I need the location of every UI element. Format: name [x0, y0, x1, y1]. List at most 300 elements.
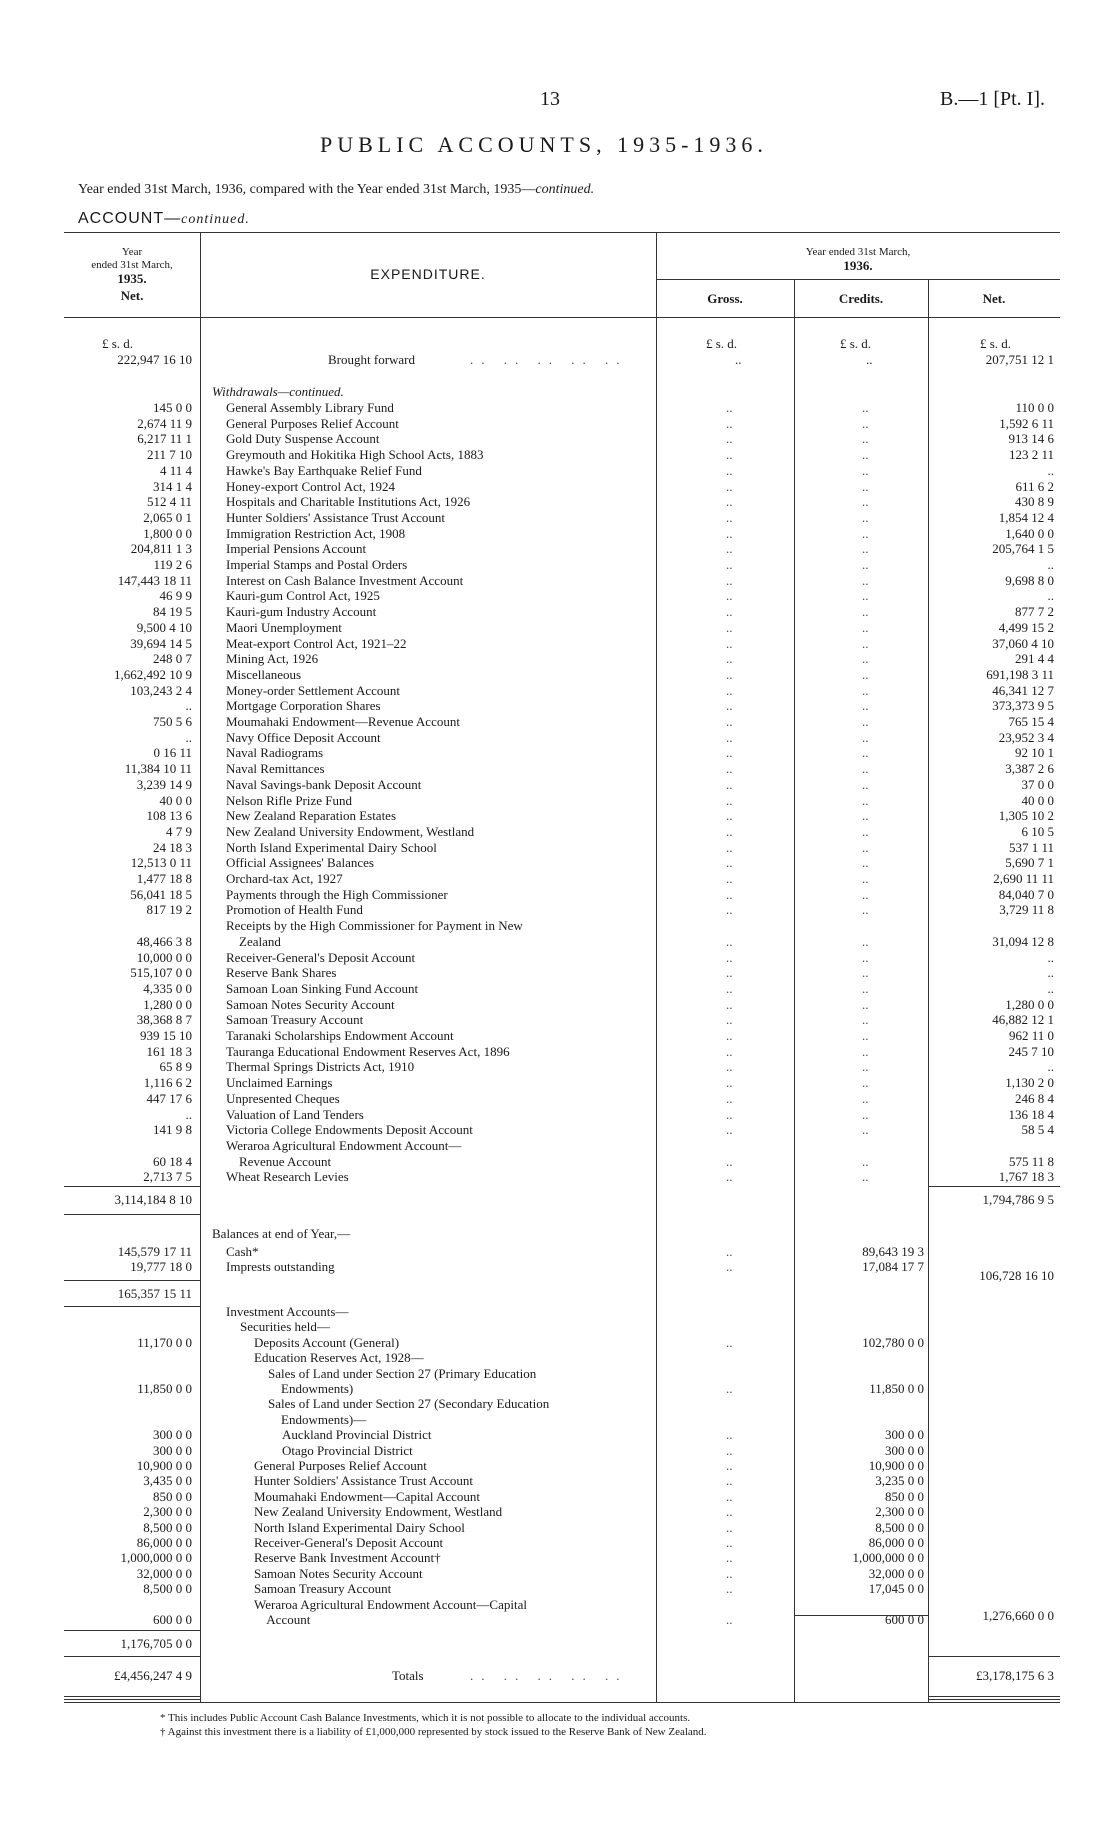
withdrawal-credits-empty: ..: [862, 1028, 869, 1043]
withdrawal-net: 1,305 10 2: [998, 808, 1054, 824]
withdrawal-gross-empty: ..: [726, 666, 733, 682]
withdrawal-label: Zealand: [226, 933, 281, 949]
withdrawal-net: 46,882 12 1: [992, 1012, 1054, 1028]
withdrawal-net: ..: [1047, 588, 1054, 604]
investment-gross-empty: ..: [726, 1581, 733, 1597]
withdrawal-label: Samoan Treasury Account: [226, 1012, 364, 1028]
totals-row: [0, 1668, 1114, 1684]
withdrawal-prev: 6,217 11 1: [137, 431, 192, 447]
withdrawal-net: 31,094 12 8: [992, 933, 1054, 949]
withdrawal-label: Orchard-tax Act, 1927: [226, 871, 343, 886]
withdrawal-gross-empty: ..: [726, 400, 733, 415]
withdrawal-row: [0, 777, 1114, 793]
withdrawal-row: [0, 588, 1114, 604]
withdrawal-gross-empty: ..: [726, 588, 733, 604]
subtotal1-rule: [64, 1186, 200, 1187]
withdrawal-prev: 24 18 3: [153, 839, 192, 855]
withdrawal-credits-empty: ..: [862, 1169, 869, 1185]
balance-gross-empty: ..: [726, 1244, 733, 1259]
withdrawal-gross-empty: ..: [726, 965, 733, 981]
withdrawal-net: 877 7 2: [1015, 604, 1054, 620]
withdrawal-prev: 147,443 18 11: [117, 572, 192, 588]
subtotal1-prev: 3,114,184 8 10: [114, 1192, 192, 1207]
subtotal1-net-rule: [928, 1186, 1060, 1187]
withdrawal-label: Hawke's Bay Earthquake Relief Fund: [226, 462, 422, 478]
investment-credits: 8,500 0 0: [875, 1519, 924, 1535]
investment-gross-empty: ..: [726, 1504, 733, 1520]
withdrawal-gross-empty: ..: [726, 1169, 733, 1185]
withdrawal-label: Mining Act, 1926: [226, 651, 319, 667]
withdrawal-label: New Zealand Reparation Estates: [226, 808, 397, 824]
withdrawal-net: 913 14 6: [1008, 431, 1054, 447]
account-label-text: ACCOUNT—: [78, 210, 182, 227]
withdrawal-prev: 103,243 2 4: [130, 682, 192, 698]
subtitle-main: Year ended 31st March, 1936, compared with the Year ended 31st March, 1935—: [78, 182, 536, 197]
investment-credits: 1,000,000 0 0: [852, 1550, 924, 1566]
investment-label: Sales of Land under Section 27 (Secondary Education: [268, 1396, 550, 1412]
withdrawal-prev: 161 18 3: [146, 1043, 192, 1059]
investment-prev: 600 0 0: [153, 1612, 192, 1627]
totals-rule-bottom-b: [64, 1699, 200, 1700]
withdrawal-prev: 2,065 0 1: [143, 509, 192, 525]
investment-credits: 600 0 0: [885, 1612, 924, 1627]
investment-label: Account: [254, 1612, 311, 1627]
investment-gross-empty: ..: [726, 1381, 733, 1396]
investment-label: Endowments)—: [268, 1411, 367, 1427]
investment-gross-empty: ..: [726, 1427, 733, 1443]
withdrawal-net: 6 10 5: [1021, 823, 1054, 839]
withdrawal-row: [0, 997, 1114, 1013]
investment-gross-empty: ..: [726, 1473, 733, 1489]
withdrawal-row: [0, 604, 1114, 620]
withdrawal-row: [0, 714, 1114, 730]
withdrawal-credits-empty: ..: [862, 1153, 869, 1169]
withdrawal-prev: 145 0 0: [153, 400, 192, 415]
withdrawal-row: [0, 573, 1114, 589]
header-net: Net.: [982, 291, 1006, 306]
balances-heading-row: [0, 1226, 1114, 1242]
withdrawal-prev: 1,662,492 10 9: [114, 666, 192, 682]
balances-heading: Balances at end of Year,—: [212, 1226, 351, 1241]
withdrawal-net: 430 8 9: [1015, 494, 1054, 510]
brought-forward-label: Brought forward: [328, 352, 416, 367]
withdrawal-credits-empty: ..: [862, 619, 869, 635]
withdrawal-prev: 939 15 10: [140, 1028, 192, 1043]
withdrawal-credits-empty: ..: [862, 808, 869, 824]
withdrawal-credits-empty: ..: [862, 1122, 869, 1138]
investment-net: 1,276,660 0 0: [982, 1608, 1054, 1623]
withdrawal-label: Meat-export Control Act, 1921–22: [226, 635, 407, 651]
balance-label: Cash*: [226, 1244, 259, 1259]
withdrawal-prev: 4 11 4: [159, 462, 192, 478]
withdrawal-label: Miscellaneous: [226, 666, 302, 682]
withdrawal-credits-empty: ..: [862, 447, 869, 463]
withdrawal-row: [0, 1091, 1114, 1107]
investment-prev: 2,300 0 0: [143, 1504, 192, 1520]
investment-label: Hunter Soldiers' Assistance Trust Account: [254, 1473, 474, 1489]
withdrawal-net: ..: [1047, 980, 1054, 996]
withdrawal-gross-empty: ..: [726, 1090, 733, 1106]
withdrawal-gross-empty: ..: [726, 509, 733, 525]
withdrawal-credits-empty: ..: [862, 729, 869, 745]
withdrawal-net: ..: [1047, 557, 1054, 572]
investment-credits: 17,045 0 0: [868, 1581, 924, 1597]
withdrawal-credits-empty: ..: [862, 572, 869, 588]
withdrawal-net: 291 4 4: [1015, 651, 1054, 667]
subtotal3-row: [0, 1636, 1114, 1652]
withdrawal-row: [0, 651, 1114, 667]
withdrawal-net: 1,640 0 0: [1005, 525, 1054, 541]
investment-label: Samoan Notes Security Account: [254, 1565, 423, 1581]
withdrawal-credits-empty: ..: [862, 714, 869, 729]
withdrawal-credits-empty: ..: [862, 949, 869, 965]
investment-row: [0, 1520, 1114, 1536]
withdrawal-prev: 1,116 6 2: [143, 1075, 192, 1091]
withdrawal-gross-empty: ..: [726, 729, 733, 745]
brought-forward-net: 207,751 12 1: [985, 352, 1054, 367]
investment-prev: 11,850 0 0: [137, 1381, 192, 1396]
withdrawal-label: Promotion of Health Fund: [226, 902, 363, 918]
investment-prev: 10,900 0 0: [136, 1458, 192, 1473]
withdrawal-label: Navy Office Deposit Account: [226, 729, 381, 745]
withdrawal-gross-empty: ..: [726, 1012, 733, 1028]
page-title: PUBLIC ACCOUNTS, 1935-1936.: [320, 132, 768, 157]
withdrawal-label: Receiver-General's Deposit Account: [226, 949, 416, 965]
investment-prev: 300 0 0: [153, 1442, 192, 1458]
withdrawal-prev: 65 8 9: [159, 1059, 192, 1075]
withdrawal-credits-empty: ..: [862, 1075, 869, 1091]
withdrawal-gross-empty: ..: [726, 478, 733, 494]
withdrawal-gross-empty: ..: [726, 604, 733, 620]
investment-row: [0, 1335, 1114, 1351]
withdrawal-credits-empty: ..: [862, 886, 869, 902]
withdrawal-label: Weraroa Agricultural Endowment Account—: [226, 1137, 462, 1153]
withdrawal-prev: 1,800 0 0: [143, 525, 192, 541]
unit-prev: £ s. d.: [102, 336, 134, 351]
footnote-2: † Against this investment there is a liability of £1,000,000 represented by stock issued to the Reserve Bank of New Zealand.: [160, 1726, 707, 1738]
brought-forward-gross: ..: [735, 352, 742, 367]
withdrawal-gross-empty: ..: [726, 572, 733, 588]
withdrawal-label: Greymouth and Hokitika High School Acts, 1883: [226, 447, 484, 463]
withdrawal-prev: 11,384 10 11: [124, 761, 192, 777]
withdrawal-credits-empty: ..: [862, 494, 869, 510]
investment-label: Investment Accounts—: [226, 1304, 349, 1319]
withdrawal-gross-empty: ..: [726, 447, 733, 463]
investment-row: [0, 1427, 1114, 1443]
investment-credits: 11,850 0 0: [869, 1381, 924, 1396]
withdrawal-gross-empty: ..: [726, 1153, 733, 1169]
totals-label: Totals: [392, 1668, 424, 1683]
header-bottom-rule: [64, 317, 1060, 318]
investment-gross-empty: ..: [726, 1334, 733, 1350]
withdrawal-net: 58 5 4: [1021, 1122, 1054, 1138]
withdrawal-gross-empty: ..: [726, 980, 733, 996]
balance-gross-empty: ..: [726, 1259, 733, 1274]
withdrawal-net: 691,198 3 11: [986, 666, 1054, 682]
header-gross: Gross.: [707, 291, 743, 306]
investment-label: General Purposes Relief Account: [254, 1458, 427, 1473]
investment-label: Reserve Bank Investment Account†: [254, 1550, 441, 1566]
withdrawal-row: [0, 981, 1114, 997]
withdrawal-gross-empty: ..: [726, 839, 733, 855]
withdrawal-gross-empty: ..: [726, 949, 733, 965]
investment-credits: 102,780 0 0: [862, 1334, 924, 1350]
withdrawal-net: 1,130 2 0: [1005, 1075, 1054, 1091]
brought-forward-prev: 222,947 16 10: [117, 352, 192, 367]
withdrawal-gross-empty: ..: [726, 1075, 733, 1091]
withdrawal-row: [0, 934, 1114, 950]
withdrawal-credits-empty: ..: [862, 1043, 869, 1059]
withdrawal-gross-empty: ..: [726, 431, 733, 447]
withdrawal-credits-empty: ..: [862, 871, 869, 886]
investment-prev: 3,435 0 0: [143, 1473, 192, 1489]
withdrawal-net: 611 6 2: [1015, 478, 1054, 494]
withdrawal-label: Naval Remittances: [226, 761, 325, 777]
withdrawal-gross-empty: ..: [726, 761, 733, 777]
withdrawal-prev: 512 4 11: [146, 494, 192, 510]
investment-row: [0, 1366, 1114, 1382]
withdrawal-gross-empty: ..: [726, 808, 733, 824]
withdrawal-net: 9,698 8 0: [1005, 572, 1054, 588]
withdrawal-net: 1,767 18 3: [998, 1169, 1054, 1185]
withdrawal-prev: 56,041 18 5: [130, 886, 192, 902]
subtitle-continued: continued.: [535, 182, 595, 197]
balance-credits: 17,084 17 7: [862, 1259, 924, 1274]
withdrawal-net: 246 8 4: [1015, 1090, 1054, 1106]
withdrawal-gross-empty: ..: [726, 415, 733, 431]
subtotal1-rule-bottom: [64, 1214, 200, 1215]
withdrawal-row: [0, 793, 1114, 809]
withdrawal-row: [0, 447, 1114, 463]
investment-gross-empty: ..: [726, 1565, 733, 1581]
investment-label: Receiver-General's Deposit Account: [254, 1535, 444, 1550]
withdrawal-credits-empty: ..: [862, 823, 869, 839]
investment-row: [0, 1304, 1114, 1320]
investment-label: Samoan Treasury Account: [254, 1581, 392, 1597]
withdrawal-prev: 141 9 8: [153, 1122, 192, 1138]
investment-label: North Island Experimental Dairy School: [254, 1519, 465, 1535]
withdrawal-label: Valuation of Land Tenders: [226, 1106, 364, 1122]
withdrawal-label: Honey-export Control Act, 1924: [226, 478, 395, 494]
withdrawal-label: Kauri-gum Industry Account: [226, 604, 377, 620]
withdrawal-prev: 84 19 5: [153, 604, 192, 620]
withdrawal-net: 46,341 12 7: [992, 682, 1054, 698]
withdrawal-row: [0, 1169, 1114, 1185]
withdrawal-prev: 204,811 1 3: [130, 541, 192, 557]
header-prev-year-value: 1935.: [117, 271, 147, 286]
withdrawal-label: Immigration Restriction Act, 1908: [226, 525, 406, 541]
withdrawal-label: Nelson Rifle Prize Fund: [226, 792, 353, 808]
withdrawal-prev: 40 0 0: [159, 792, 192, 808]
withdrawal-row: [0, 950, 1114, 966]
withdrawal-credits-empty: ..: [862, 557, 869, 572]
withdrawal-credits-empty: ..: [862, 761, 869, 777]
totals-prev: £4,456,247 4 9: [114, 1668, 192, 1683]
withdrawal-gross-empty: ..: [726, 682, 733, 698]
table-bottom-rule: [64, 1702, 1060, 1703]
withdrawal-label: Hunter Soldiers' Assistance Trust Account: [226, 509, 446, 525]
balance-label: Imprests outstanding: [226, 1259, 335, 1274]
withdrawal-credits-empty: ..: [862, 1106, 869, 1122]
withdrawal-prev: 2,674 11 9: [137, 415, 192, 431]
subtotal2-prev: 165,357 15 11: [117, 1286, 192, 1301]
withdrawal-row: [0, 1012, 1114, 1028]
withdrawal-row: [0, 887, 1114, 903]
withdrawal-net: 4,499 15 2: [998, 619, 1054, 635]
withdrawal-label: Mortgage Corporation Shares: [226, 698, 381, 714]
header-prev-line2: ended 31st March,: [91, 259, 173, 271]
withdrawal-row: [0, 855, 1114, 871]
investment-prev: 1,000,000 0 0: [120, 1550, 192, 1566]
withdrawal-credits-empty: ..: [862, 509, 869, 525]
withdrawal-credits-empty: ..: [862, 776, 869, 792]
withdrawal-row: [0, 761, 1114, 777]
withdrawal-prev: 817 19 2: [146, 902, 192, 918]
withdrawal-label: Naval Savings-bank Deposit Account: [226, 776, 422, 792]
withdrawal-gross-empty: ..: [726, 1028, 733, 1043]
withdrawal-net: ..: [1047, 462, 1054, 478]
unit-credits: £ s. d.: [840, 336, 872, 351]
withdrawal-net: 92 10 1: [1015, 745, 1054, 761]
page-number: 13: [540, 88, 560, 110]
withdrawal-net: 84,040 7 0: [998, 886, 1054, 902]
investment-credits: 2,300 0 0: [875, 1504, 924, 1520]
withdrawal-gross-empty: ..: [726, 902, 733, 918]
withdrawal-row: [0, 494, 1114, 510]
withdrawal-credits-empty: ..: [862, 745, 869, 761]
withdrawal-row: [0, 479, 1114, 495]
withdrawal-row: [0, 840, 1114, 856]
withdrawal-prev: ..: [185, 729, 192, 745]
withdrawal-row: [0, 1107, 1114, 1123]
withdrawal-gross-empty: ..: [726, 462, 733, 478]
investment-gross-empty: ..: [726, 1535, 733, 1550]
withdrawal-prev: 4 7 9: [166, 823, 192, 839]
withdrawal-gross-empty: ..: [726, 1059, 733, 1075]
investment-row: [0, 1550, 1114, 1566]
investment-prev: 32,000 0 0: [136, 1565, 192, 1581]
subtitle: [78, 182, 594, 198]
withdrawal-row: [0, 824, 1114, 840]
withdrawal-credits-empty: ..: [862, 902, 869, 918]
withdrawal-credits-empty: ..: [862, 431, 869, 447]
investment-label: Securities held—: [240, 1319, 330, 1335]
withdrawal-gross-empty: ..: [726, 792, 733, 808]
withdrawal-net: 2,690 11 11: [993, 871, 1054, 886]
withdrawal-label: North Island Experimental Dairy School: [226, 839, 437, 855]
withdrawal-net: ..: [1047, 949, 1054, 965]
withdrawal-prev: 38,368 8 7: [136, 1012, 192, 1028]
withdrawal-prev: 211 7 10: [146, 447, 192, 463]
withdrawal-prev: 447 17 6: [146, 1090, 192, 1106]
withdrawal-credits-empty: ..: [862, 1090, 869, 1106]
withdrawal-label: Imperial Stamps and Postal Orders: [226, 557, 408, 572]
withdrawal-gross-empty: ..: [726, 714, 733, 729]
withdrawal-prev: 60 18 4: [153, 1153, 192, 1169]
withdrawal-net: 373,373 9 5: [992, 698, 1054, 714]
balance-prev: 145,579 17 11: [117, 1244, 192, 1259]
withdrawal-net: 1,280 0 0: [1005, 996, 1054, 1012]
withdrawal-credits-empty: ..: [862, 965, 869, 981]
subtotal1-row: [0, 1192, 1114, 1208]
withdrawal-row: [0, 965, 1114, 981]
withdrawal-gross-empty: ..: [726, 745, 733, 761]
withdrawal-credits-empty: ..: [862, 839, 869, 855]
header-expenditure: EXPENDITURE.: [370, 266, 486, 282]
withdrawal-row: [0, 918, 1114, 934]
document-reference: B.—1 [Pt. I].: [940, 88, 1045, 110]
balance-prev: 19,777 18 0: [130, 1259, 192, 1274]
withdrawal-row: [0, 510, 1114, 526]
withdrawal-net: 537 1 11: [1008, 839, 1054, 855]
withdrawal-net: 1,854 12 4: [998, 509, 1054, 525]
withdrawal-row: [0, 698, 1114, 714]
withdrawal-prev: 750 5 6: [153, 714, 192, 729]
investment-credits: 10,900 0 0: [868, 1458, 924, 1473]
brought-forward-leader: .. .. .. .. ..: [470, 352, 628, 367]
withdrawal-row: [0, 557, 1114, 573]
investment-label: Endowments): [268, 1381, 354, 1396]
withdrawal-gross-empty: ..: [726, 635, 733, 651]
withdrawal-label: Revenue Account: [226, 1153, 332, 1169]
withdrawal-credits-empty: ..: [862, 651, 869, 667]
investment-prev: 8,500 0 0: [143, 1581, 192, 1597]
withdrawal-credits-empty: ..: [862, 980, 869, 996]
withdrawal-net: 245 7 10: [1008, 1043, 1054, 1059]
header-prev-net: Net.: [120, 288, 144, 303]
withdrawal-gross-empty: ..: [726, 886, 733, 902]
withdrawal-credits-empty: ..: [862, 588, 869, 604]
withdrawal-label: Wheat Research Levies: [226, 1169, 349, 1185]
withdrawal-gross-empty: ..: [726, 776, 733, 792]
investment-row: [0, 1443, 1114, 1459]
investment-prev: 850 0 0: [153, 1488, 192, 1504]
withdrawal-prev: 119 2 6: [153, 557, 192, 572]
withdrawal-prev: 0 16 11: [153, 745, 192, 761]
withdrawal-label: Imperial Pensions Account: [226, 541, 367, 557]
header-current-year: [656, 246, 1060, 272]
withdrawal-label: Taranaki Scholarships Endowment Account: [226, 1028, 454, 1043]
withdrawal-net: 205,764 1 5: [992, 541, 1054, 557]
withdrawal-prev: 2,713 7 5: [143, 1169, 192, 1185]
withdrawal-row: [0, 745, 1114, 761]
withdrawal-net: 5,690 7 1: [1005, 855, 1054, 871]
withdrawal-net: 765 15 4: [1008, 714, 1054, 729]
withdrawal-label: Victoria College Endowments Deposit Account: [226, 1122, 473, 1138]
investment-row: [0, 1381, 1114, 1397]
withdrawal-prev: 4,335 0 0: [143, 980, 192, 996]
investment-prev: 11,170 0 0: [137, 1334, 192, 1350]
withdrawal-credits-empty: ..: [862, 478, 869, 494]
withdrawal-prev: 248 0 7: [153, 651, 192, 667]
withdrawal-net: 37,060 4 10: [992, 635, 1054, 651]
withdrawal-credits-empty: ..: [862, 525, 869, 541]
withdrawal-gross-empty: ..: [726, 823, 733, 839]
withdrawal-credits-empty: ..: [862, 933, 869, 949]
investment-gross-empty: ..: [726, 1519, 733, 1535]
withdrawal-net: 23,952 3 4: [998, 729, 1054, 745]
withdrawal-gross-empty: ..: [726, 494, 733, 510]
withdrawal-gross-empty: ..: [726, 651, 733, 667]
totals-leader: .. .. .. .. ..: [470, 1668, 628, 1683]
withdrawal-credits-empty: ..: [862, 855, 869, 871]
withdrawal-net: 110 0 0: [1015, 400, 1054, 415]
withdrawal-label: Samoan Notes Security Account: [226, 996, 395, 1012]
withdrawal-row: [0, 1138, 1114, 1154]
withdrawal-label: Maori Unemployment: [226, 619, 342, 635]
footnote-1: * This includes Public Account Cash Balance Investments, which it is not possible to allocate to the individual accounts.: [160, 1712, 691, 1724]
subtotal3-rule: [64, 1630, 200, 1631]
